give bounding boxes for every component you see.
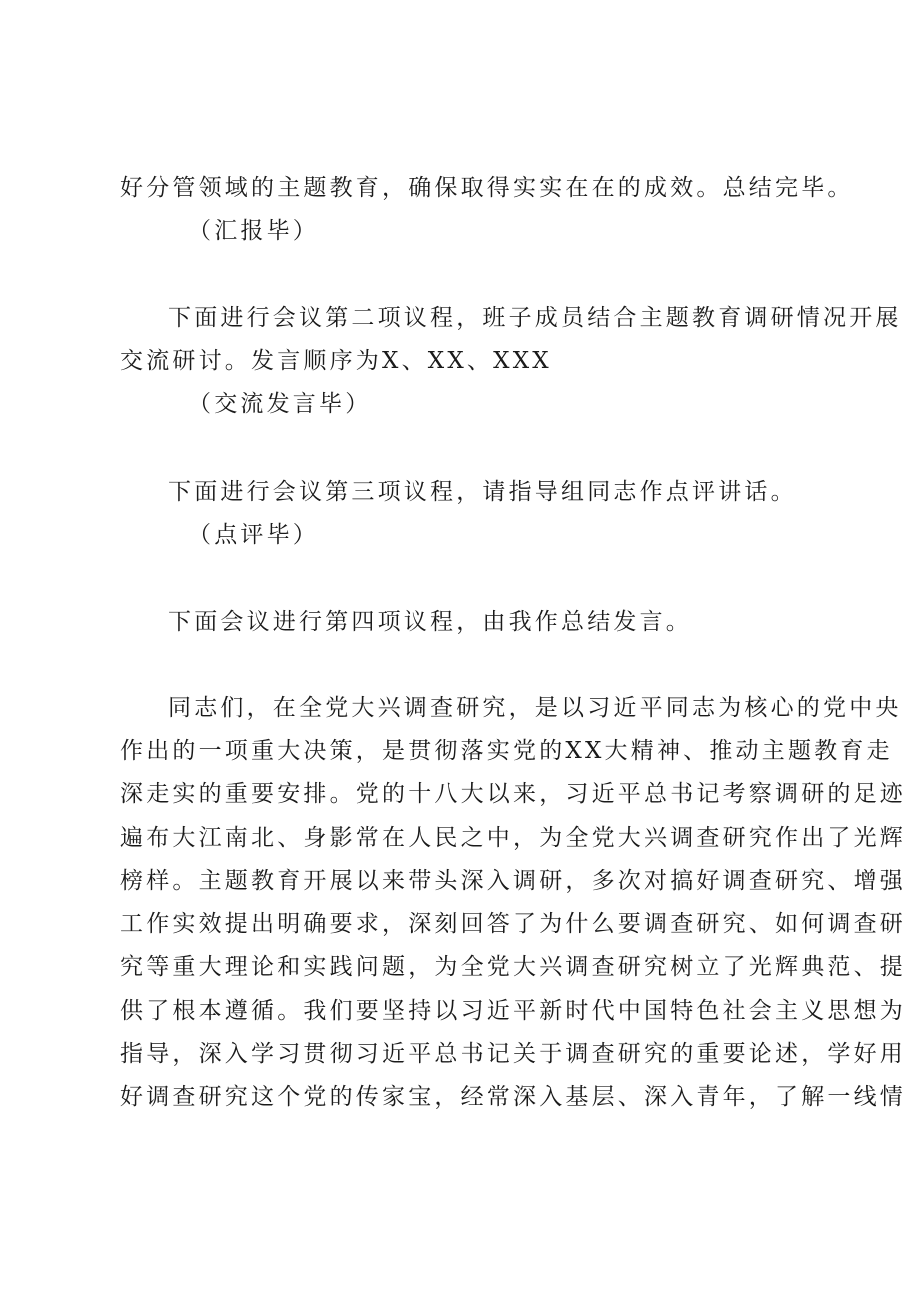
remark-line: （汇报毕） bbox=[188, 218, 319, 244]
text-line: 下面进行会议第三项议程，请指导组同志作点评讲话。 bbox=[168, 479, 797, 505]
text-line: 遍布大江南北、身影常在人民之中，为全党大兴调查研究作出了光辉 bbox=[120, 825, 906, 851]
text-line: 同志们，在全党大兴调查研究，是以习近平同志为核心的党中央 bbox=[168, 695, 902, 721]
text-line: 下面进行会议第二项议程，班子成员结合主题教育调研情况开展 bbox=[168, 305, 902, 331]
remark-line: （交流发言毕） bbox=[188, 391, 372, 417]
text-line: 究等重大理论和实践问题，为全党大兴调查研究树立了光辉典范、提 bbox=[120, 954, 906, 980]
text-line: 交流研讨。发言顺序为X、XX、XXX bbox=[120, 348, 552, 374]
text-line: 榜样。主题教育开展以来带头深入调研，多次对搞好调查研究、增强 bbox=[120, 868, 906, 894]
text-line: 好调查研究这个党的传家宝，经常深入基层、深入青年，了解一线情 bbox=[120, 1084, 906, 1110]
text-line: 深走实的重要安排。党的十八大以来，习近平总书记考察调研的足迹 bbox=[120, 781, 906, 807]
text-line: 供了根本遵循。我们要坚持以习近平新时代中国特色社会主义思想为 bbox=[120, 998, 906, 1024]
text-line: 作出的一项重大决策，是贯彻落实党的XX大精神、推动主题教育走 bbox=[120, 738, 893, 764]
text-line: 工作实效提出明确要求，深刻回答了为什么要调查研究、如何调查研 bbox=[120, 911, 906, 937]
text-line: 指导，深入学习贯彻习近平总书记关于调查研究的重要论述，学好用 bbox=[120, 1041, 906, 1067]
remark-line: （点评毕） bbox=[188, 522, 319, 548]
text-line: 下面会议进行第四项议程，由我作总结发言。 bbox=[168, 609, 692, 635]
text-line: 好分管领域的主题教育，确保取得实实在在的成效。总结完毕。 bbox=[120, 175, 854, 201]
